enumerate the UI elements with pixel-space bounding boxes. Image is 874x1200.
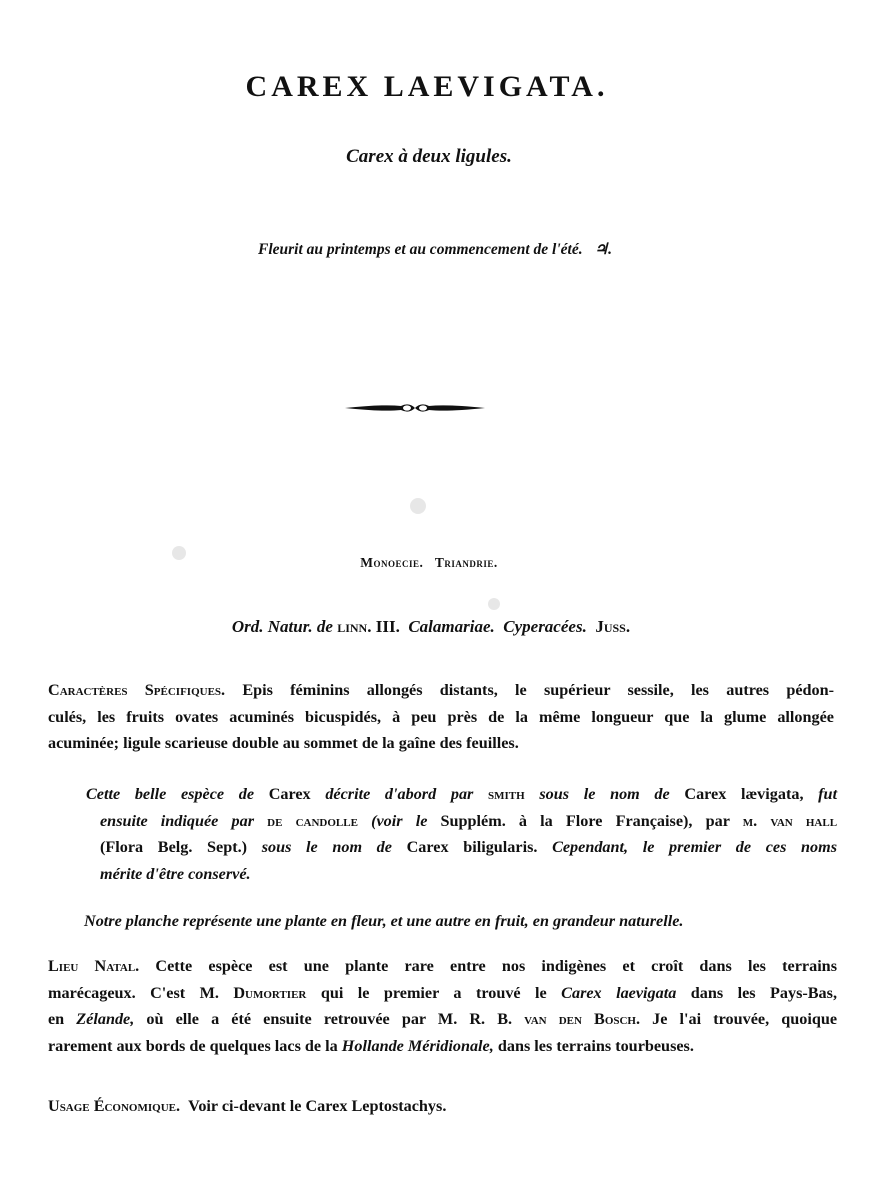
- economic-use-text: Voir ci-devant le Carex Leptostachys.: [188, 1097, 447, 1115]
- note-text: sous le nom de: [261, 838, 392, 857]
- place-name: Hollande Méridionale,: [341, 1037, 494, 1056]
- perennial-symbol: ♃.: [594, 241, 613, 258]
- note-text: fut: [818, 785, 838, 803]
- habitat-paragraph: [48, 953, 837, 1060]
- author-name: smith: [488, 785, 525, 803]
- species-name: Carex laevigata: [561, 983, 677, 1002]
- author-name: van den Bosch.: [524, 1010, 641, 1029]
- reference-text: Supplém. à la Flore Française), par: [440, 811, 730, 830]
- page-title: CAREX LAEVIGATA.: [245, 70, 609, 103]
- author-name: m. van hall: [742, 811, 838, 830]
- note-text: Cette belle espèce de: [86, 785, 255, 803]
- habitat-text: dans les terrains tourbeuses.: [497, 1037, 694, 1056]
- paper-stain: [488, 598, 500, 610]
- author-name: Dumortier: [233, 983, 307, 1002]
- flowering-text: Fleurit au printemps et au commencement de l'été.: [257, 241, 583, 258]
- reference-text: (Flora Belg. Sept.): [100, 838, 248, 857]
- class-label: Monoecie.: [360, 555, 424, 570]
- note-text: (voir le: [371, 811, 428, 830]
- species-name: Carex biligularis.: [406, 838, 538, 857]
- specific-characters-line-1: Epis féminins allongés distants, le supérieur sessile, les autres pédon-: [242, 681, 835, 699]
- note-text: mérite d'être conservé.: [100, 865, 251, 884]
- linnaean-classification: [0, 555, 858, 571]
- plate-description-text: Notre planche représente une plante en fleur, et une autre en fruit, en grandeur naturelle.: [84, 912, 684, 930]
- plate-description: [84, 908, 838, 935]
- habitat-text: dans les Pays-Bas,: [690, 983, 837, 1002]
- order-label: Triandrie.: [434, 555, 498, 570]
- ornament-divider-icon: [343, 398, 487, 418]
- subtitle: Carex à deux ligules.: [346, 146, 512, 167]
- flowering-note: [0, 240, 870, 259]
- note-text: décrite d'abord par: [325, 785, 474, 803]
- economic-use-heading: Usage Économique.: [48, 1097, 181, 1115]
- species-name: Carex lævigata,: [684, 785, 804, 803]
- place-name: Zélande,: [76, 1010, 135, 1029]
- specific-characters-heading: Caractères Spécifiques.: [48, 681, 226, 699]
- habitat-text: Cette espèce est une plante rare entre nos indigènes et croît dans les terrains: [155, 957, 837, 975]
- genus-name: Carex: [268, 785, 311, 803]
- paper-stain: [410, 498, 426, 514]
- ordnat-number: III.: [375, 617, 400, 636]
- specific-characters-paragraph: [48, 677, 834, 757]
- natural-order-line: [0, 617, 862, 637]
- ordnat-calamariae: Calamariae.: [408, 617, 495, 636]
- ordnat-prefix: Ord. Natur. de: [231, 617, 333, 636]
- ordnat-linn: linn.: [337, 617, 372, 636]
- note-text: sous le nom de: [539, 785, 670, 803]
- habitat-text: marécageux. C'est M.: [48, 983, 219, 1002]
- specific-characters-line-2: culés, les fruits ovates acuminés bicuspidés, à peu près de la même longueur que la glume allongée: [48, 707, 834, 726]
- synonymy-note-paragraph: [86, 781, 838, 888]
- note-text: ensuite indiquée par: [100, 811, 254, 830]
- note-text: Cependant, le premier de ces noms: [552, 838, 838, 857]
- habitat-text: où elle a été ensuite retrouvée par M. R. B.: [146, 1010, 513, 1029]
- habitat-text: qui le premier a trouvé le: [320, 983, 547, 1002]
- economic-use-paragraph: [48, 1093, 837, 1120]
- ordnat-cyperacees: Cyperacées.: [503, 617, 587, 636]
- specific-characters-line-3: acuminée; ligule scarieuse double au sommet de la gaîne des feuilles.: [48, 734, 519, 753]
- ordnat-juss: Juss.: [595, 617, 631, 636]
- paper-stain: [172, 546, 186, 560]
- habitat-text: Je l'ai trouvée, quoique: [652, 1010, 838, 1029]
- author-name: de candolle: [267, 811, 358, 830]
- habitat-heading: Lieu Natal.: [48, 957, 140, 975]
- habitat-text: rarement aux bords de quelques lacs de la: [48, 1037, 338, 1056]
- habitat-text: en: [48, 1010, 65, 1029]
